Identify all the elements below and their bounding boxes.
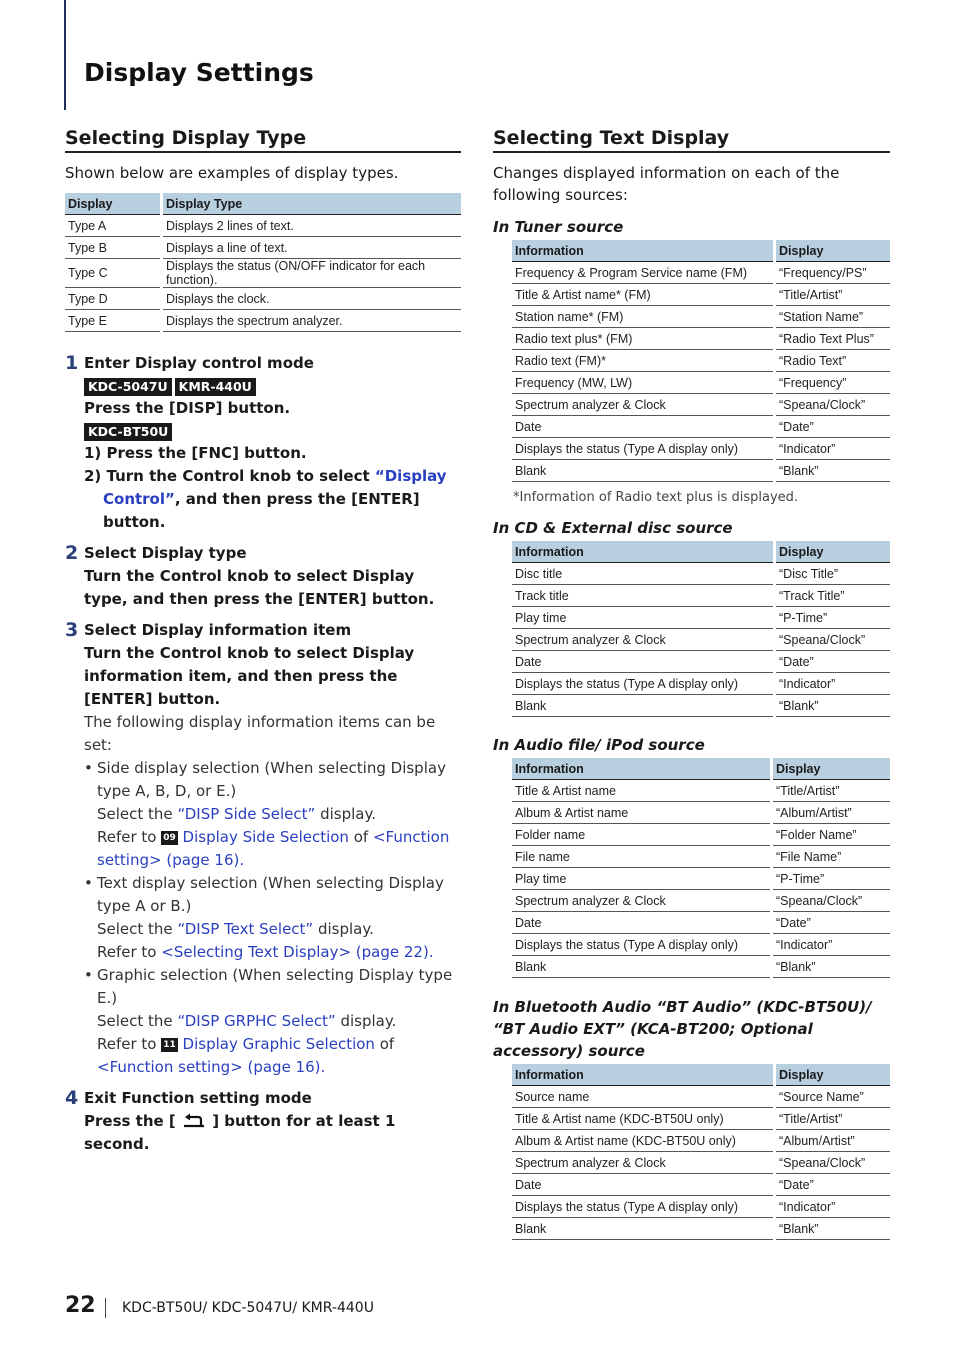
table-row (512, 1174, 890, 1196)
table-cell: Type C (65, 259, 160, 288)
heading-line: In Bluetooth Audio “BT Audio” (KDC-BT50U)/ (493, 998, 872, 1016)
table-cell: “File Name” (773, 846, 890, 868)
tuner-source-table (509, 240, 893, 482)
table-row (65, 259, 461, 288)
table-cell: “Radio Text” (776, 350, 890, 372)
table-cell: “Frequency/PS” (776, 262, 890, 284)
bt-source-table (509, 1064, 893, 1240)
table-cell: Radio text (FM)* (512, 350, 773, 372)
table-row (512, 673, 890, 695)
display-side-selection-link[interactable]: Display Side Selection (177, 828, 349, 846)
step-3 (65, 619, 461, 1079)
table-row (512, 629, 890, 651)
model-badge: KMR-440U (175, 378, 256, 396)
table-cell: “Speana/Clock” (776, 1152, 890, 1174)
step-number: 3 (65, 619, 79, 641)
table-cell: “Speana/Clock” (776, 629, 890, 651)
heading-line: “BT Audio EXT” (KCA-BT200; Optional (493, 1020, 813, 1038)
col-header: Display (776, 541, 890, 563)
table-row (512, 956, 890, 978)
item-text: . (239, 851, 245, 869)
item-number-badge: 09 (163, 833, 176, 843)
table-cell: Radio text plus* (FM) (512, 328, 773, 350)
col-header: Display (773, 758, 890, 780)
table-cell: “Indicator” (776, 438, 890, 460)
item-text: display. (313, 920, 374, 938)
heading-line: accessory) source (493, 1042, 645, 1060)
table-cell: Type D (65, 288, 160, 310)
table-cell: Blank (512, 695, 773, 717)
table-cell: Displays a line of text. (163, 237, 461, 259)
table-row (512, 585, 890, 607)
display-graphic-selection-link[interactable]: Display Graphic Selection (177, 1035, 375, 1053)
left-column (65, 127, 461, 1156)
table-cell: Spectrum analyzer & Clock (512, 394, 773, 416)
table-cell: Play time (512, 607, 773, 629)
table-cell: Displays the spectrum analyzer. (163, 310, 461, 332)
step-instruction: Turn the Control knob to select Display information item, and then press the [ENTER] button. (84, 644, 415, 708)
item-text: of (348, 828, 373, 846)
model-badge: KDC-5047U (84, 378, 172, 396)
table-header-row (512, 1064, 890, 1086)
list-item (84, 872, 461, 964)
table-cell: Spectrum analyzer & Clock (512, 890, 770, 912)
table-cell: Displays 2 lines of text. (163, 215, 461, 237)
table-cell: “Folder Name” (773, 824, 890, 846)
step-instruction (84, 1110, 461, 1156)
text-display-intro: Changes displayed information on each of the following sources: (493, 164, 840, 204)
table-cell: “Radio Text Plus” (776, 328, 890, 350)
table-cell: Folder name (512, 824, 770, 846)
table-cell: Station name* (FM) (512, 306, 773, 328)
table-cell: “Date” (776, 416, 890, 438)
table-cell: Source name (512, 1086, 773, 1108)
table-cell: Displays the status (Type A display only) (512, 1196, 773, 1218)
table-cell: Play time (512, 868, 770, 890)
tuner-source-heading: In Tuner source (493, 218, 624, 236)
table-row (512, 780, 890, 802)
table-cell: File name (512, 846, 770, 868)
table-row (512, 350, 890, 372)
col-header: Information (512, 1064, 773, 1086)
step-2 (65, 542, 461, 611)
item-text: Refer to (97, 943, 162, 961)
col-header: Information (512, 541, 773, 563)
table-cell: “Track Title” (776, 585, 890, 607)
step-4 (65, 1087, 461, 1156)
item-text: • Text display selection (When selecting Display type A or B.) (97, 874, 444, 915)
table-row (512, 372, 890, 394)
table-cell: Date (512, 651, 773, 673)
table-cell: “Album/Artist” (773, 802, 890, 824)
display-type-table (62, 193, 464, 332)
model-badges (84, 375, 461, 397)
table-cell: Album & Artist name (KDC-BT50U only) (512, 1130, 773, 1152)
table-cell: “Blank” (776, 1218, 890, 1240)
item-text: . (428, 943, 434, 961)
table-cell: Blank (512, 460, 773, 482)
model-list: KDC-BT50U/ KDC-5047U/ KMR-440U (122, 1300, 374, 1316)
item-text: of (374, 1035, 395, 1053)
table-cell: “Indicator” (776, 673, 890, 695)
item-text: display. (315, 805, 376, 823)
selecting-text-display-link[interactable]: <Selecting Text Display> (page 22) (161, 943, 429, 961)
section-title-text-display: Selecting Text Display (493, 127, 890, 153)
section-title-display-type: Selecting Display Type (65, 127, 461, 153)
table-row (512, 890, 890, 912)
item-text: • Graphic selection (When selecting Display type E.) (97, 966, 453, 1007)
table-cell: Title & Artist name* (FM) (512, 284, 773, 306)
disp-text-select-link[interactable]: “DISP Text Select” (177, 920, 314, 938)
disp-grphc-select-link[interactable]: “DISP GRPHC Select” (177, 1012, 336, 1030)
table-row (512, 262, 890, 284)
table-cell: Disc title (512, 563, 773, 585)
table-cell: “Date” (773, 912, 890, 934)
item-text: Refer to (97, 828, 162, 846)
table-cell: Spectrum analyzer & Clock (512, 1152, 773, 1174)
table-row (512, 1086, 890, 1108)
item-text: . (320, 1058, 326, 1076)
table-cell: Displays the status (Type A display only) (512, 673, 773, 695)
table-cell: Displays the status (Type A display only) (512, 934, 770, 956)
step-title: Select Display information item (84, 621, 352, 639)
table-cell: Type E (65, 310, 160, 332)
step-number: 4 (65, 1087, 79, 1109)
table-cell: Blank (512, 1218, 773, 1240)
step-title: Select Display type (84, 544, 247, 562)
table-row (512, 438, 890, 460)
table-cell: Displays the clock. (163, 288, 461, 310)
item-number-badge: 11 (163, 1040, 176, 1050)
table-row (512, 695, 890, 717)
table-row (512, 394, 890, 416)
table-cell: “Blank” (776, 460, 890, 482)
item-text: display. (335, 1012, 397, 1030)
table-cell: “Station Name” (776, 306, 890, 328)
function-setting-link[interactable]: <Function setting> (page 16) (97, 1058, 321, 1076)
table-row (512, 563, 890, 585)
table-cell: “Blank” (773, 956, 890, 978)
col-header: Display Type (163, 193, 461, 215)
step-number: 2 (65, 542, 79, 564)
display-type-intro: Shown below are examples of display types. (65, 164, 399, 182)
bt-source-heading (493, 996, 890, 1062)
table-row (512, 607, 890, 629)
cd-source-table (509, 541, 893, 717)
table-cell: Date (512, 1174, 773, 1196)
table-cell: Blank (512, 956, 770, 978)
table-cell: “Indicator” (776, 1196, 890, 1218)
right-column (493, 127, 890, 1240)
table-cell: “Indicator” (773, 934, 890, 956)
table-row (512, 934, 890, 956)
table-cell: Type B (65, 237, 160, 259)
table-cell: “Source Name” (776, 1086, 890, 1108)
table-cell: Album & Artist name (512, 802, 770, 824)
item-text: Select the (97, 1012, 178, 1030)
table-cell: Frequency (MW, LW) (512, 372, 773, 394)
col-header: Display (65, 193, 160, 215)
table-row (512, 1196, 890, 1218)
table-row (512, 284, 890, 306)
model-badge: KDC-BT50U (84, 423, 172, 441)
table-cell: Displays the status (ON/OFF indicator for each function). (163, 259, 461, 288)
table-cell: “Frequency” (776, 372, 890, 394)
table-row (512, 1108, 890, 1130)
table-row (512, 868, 890, 890)
table-cell: “Album/Artist” (776, 1130, 890, 1152)
table-row (512, 416, 890, 438)
step-instruction: Turn the Control knob to select Display type, and then press the [ENTER] button. (84, 567, 435, 608)
header-rule (64, 0, 66, 110)
table-row (512, 306, 890, 328)
footer-divider (105, 1298, 106, 1318)
cd-source-heading: In CD & External disc source (493, 519, 733, 537)
list-item (84, 964, 461, 1079)
substep-2 (84, 465, 461, 534)
table-row (512, 651, 890, 673)
table-cell: Spectrum analyzer & Clock (512, 629, 773, 651)
table-cell: Track title (512, 585, 773, 607)
tuner-footnote: *Information of Radio text plus is displayed. (513, 490, 799, 505)
col-header: Information (512, 240, 773, 262)
table-cell: “Disc Title” (776, 563, 890, 585)
back-arrow-icon (181, 1113, 207, 1129)
table-row (512, 460, 890, 482)
step-number: 1 (65, 352, 79, 374)
substep-text: , and then press the [ENTER] button. (103, 490, 420, 531)
table-row (65, 237, 461, 259)
table-header-row (512, 758, 890, 780)
audio-source-table (509, 758, 893, 978)
table-row (512, 328, 890, 350)
table-row (512, 802, 890, 824)
item-text: • Side display selection (When selecting Display type A, B, D, or E.) (97, 759, 446, 800)
audio-source-heading: In Audio file/ iPod source (493, 736, 705, 754)
page-number: 22 (65, 1293, 96, 1318)
function-setting-link[interactable]: <Function setting> (page 16) (97, 828, 450, 869)
table-row (65, 215, 461, 237)
table-cell: Frequency & Program Service name (FM) (512, 262, 773, 284)
display-control-link[interactable]: Control” (103, 490, 175, 508)
table-cell: “Date” (776, 1174, 890, 1196)
table-cell: Date (512, 416, 773, 438)
table-row (512, 1130, 890, 1152)
step-instruction: Press the [DISP] button. (84, 399, 291, 417)
table-cell: “Speana/Clock” (776, 394, 890, 416)
substep-text: 2) Turn the Control knob to select (84, 467, 375, 485)
instruction-text: Press the [ (84, 1112, 181, 1130)
instruction-text: ] button for at least 1 second. (84, 1112, 396, 1153)
table-cell: “Speana/Clock” (773, 890, 890, 912)
table-cell: “Title/Artist” (776, 1108, 890, 1130)
list-item (84, 757, 461, 872)
table-cell: “Blank” (776, 695, 890, 717)
table-header-row (65, 193, 461, 215)
table-cell: “P-Time” (776, 607, 890, 629)
table-row (512, 1218, 890, 1240)
table-row (512, 846, 890, 868)
col-header: Information (512, 758, 770, 780)
step-title: Enter Display control mode (84, 354, 314, 372)
table-header-row (512, 541, 890, 563)
table-row (65, 288, 461, 310)
table-cell: Displays the status (Type A display only) (512, 438, 773, 460)
table-row (512, 1152, 890, 1174)
item-text: Select the (97, 805, 178, 823)
table-cell: Title & Artist name (512, 780, 770, 802)
table-header-row (512, 240, 890, 262)
disp-side-select-link[interactable]: “DISP Side Select” (177, 805, 316, 823)
page-title: Display Settings (84, 58, 314, 87)
display-control-link[interactable]: “Display (374, 467, 447, 485)
step-1 (65, 352, 461, 534)
substep-1: 1) Press the [FNC] button. (84, 444, 307, 462)
table-cell: “Date” (776, 651, 890, 673)
model-badges (84, 420, 461, 442)
step-title: Exit Function setting mode (84, 1089, 312, 1107)
table-cell: “P-Time” (773, 868, 890, 890)
item-text: Refer to (97, 1035, 162, 1053)
table-cell: Type A (65, 215, 160, 237)
table-row (512, 824, 890, 846)
table-cell: “Title/Artist” (773, 780, 890, 802)
col-header: Display (776, 240, 890, 262)
item-text: Select the (97, 920, 178, 938)
col-header: Display (776, 1064, 890, 1086)
table-row (65, 310, 461, 332)
table-cell: Title & Artist name (KDC-BT50U only) (512, 1108, 773, 1130)
table-row (512, 912, 890, 934)
step-note: The following display information items can be set: (84, 713, 436, 754)
table-cell: Date (512, 912, 770, 934)
table-cell: “Title/Artist” (776, 284, 890, 306)
